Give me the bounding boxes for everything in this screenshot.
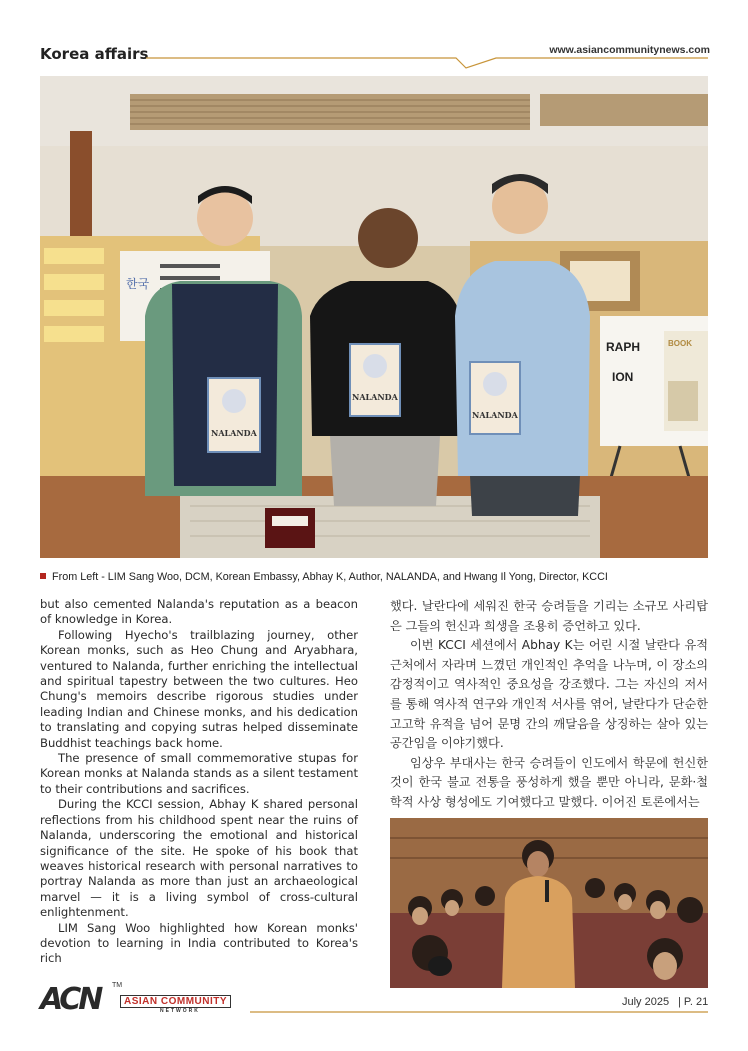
audience-photo bbox=[390, 818, 708, 988]
book-title-left: NALANDA bbox=[211, 428, 257, 438]
logo-mark: ACN bbox=[40, 982, 101, 1017]
paragraph: The presence of small commemorative stupas for Korean monks at Nalanda stands as a silent testament to their contributions and sacrifices. bbox=[40, 751, 358, 796]
paragraph: 임상우 부대사는 한국 승려들이 인도에서 학문에 헌신한 것이 한국 불교 전통을 풍성하게 했을 뿐만 아니라, 문화·철학적 사상 형성에도 기여했다고 말했다. 이어진 토론에서는 bbox=[390, 755, 708, 809]
book-title-middle: NALANDA bbox=[352, 392, 398, 402]
logo-name: ASIAN COMMUNITY bbox=[120, 995, 231, 1008]
poster-word-graph: RAPH bbox=[606, 340, 641, 354]
english-column bbox=[40, 597, 358, 967]
paragraph: but also cemented Nalanda's reputation as a beacon of knowledge in Korea. bbox=[40, 597, 358, 627]
logo-subtitle: NETWORK bbox=[160, 1008, 200, 1014]
caption-text: From Left - LIM Sang Woo, DCM, Korean Embassy, Abhay K, Author, NALANDA, and Hwang Il Yong, Director, KCCI bbox=[52, 571, 608, 583]
caption-marker bbox=[40, 573, 46, 579]
paragraph: 했다. 날란다에 세워진 한국 승려들을 기리는 소규모 사리탑은 그들의 헌신과 희생을 조용히 증언하고 있다. bbox=[390, 599, 708, 633]
book-title-right: NALANDA bbox=[472, 410, 518, 420]
paragraph: 이번 KCCI 세션에서 Abhay K는 어린 시절 날란다 유적 근처에서 자라며 느꼈던 개인적인 추억을 나누며, 이 장소의 감정적이고 역사적인 중요성을 강조했다. 그는 자신의 저서를 통해 역사적 연구와 개인적 서사를 엮어, 날란다가 단순한 고고학 유적을 넘어 문명 간의 깨달음을 상징하는 살아 있는 공간임을 이야기했다. bbox=[390, 638, 708, 751]
header-rule bbox=[0, 0, 748, 80]
photo-caption bbox=[40, 571, 608, 583]
main-photo bbox=[40, 76, 708, 558]
korean-column bbox=[390, 597, 708, 813]
book-middle bbox=[350, 344, 400, 416]
book-left bbox=[208, 378, 260, 452]
issue-date: July 2025 bbox=[622, 996, 670, 1008]
panel-korean-text: 한국 bbox=[126, 277, 150, 291]
acn-logo bbox=[40, 982, 250, 1017]
poster-word-ion: ION bbox=[612, 370, 634, 384]
paragraph: Following Hyecho's trailblazing journey, other Korean monks, such as Heo Chung and Aryabhara, ventured to Nalanda, further enriching the intellectual and spiritual tapestry between the two cultures. Heo Chung's memoirs describe rigorous studies under leading Indian and Chinese monks, and his dedication to translating and copying sutras helped disseminate Buddhist teachings back home. bbox=[40, 627, 358, 750]
paragraph: During the KCCI session, Abhay K shared personal reflections from his childhood spent near the ruins of Nalanda, underscoring the emotional and historical significance of the site. He spoke of his book that weaves historical research with personal narratives to portray Nalanda as more than just an archaeological marvel — it is a living symbol of cross-cultural enlightenment. bbox=[40, 797, 358, 920]
logo-tm: TM bbox=[112, 982, 123, 989]
paragraph: LIM Sang Woo highlighted how Korean monks' devotion to learning in India contributed to Korea's rich bbox=[40, 920, 358, 966]
book-right bbox=[470, 362, 520, 434]
page-number: | P. 21 bbox=[678, 996, 709, 1008]
section-title: Korea affairs bbox=[40, 45, 149, 63]
site-url[interactable]: www.asiancommunitynews.com bbox=[549, 44, 710, 56]
poster-word-book: BOOK bbox=[668, 339, 692, 348]
